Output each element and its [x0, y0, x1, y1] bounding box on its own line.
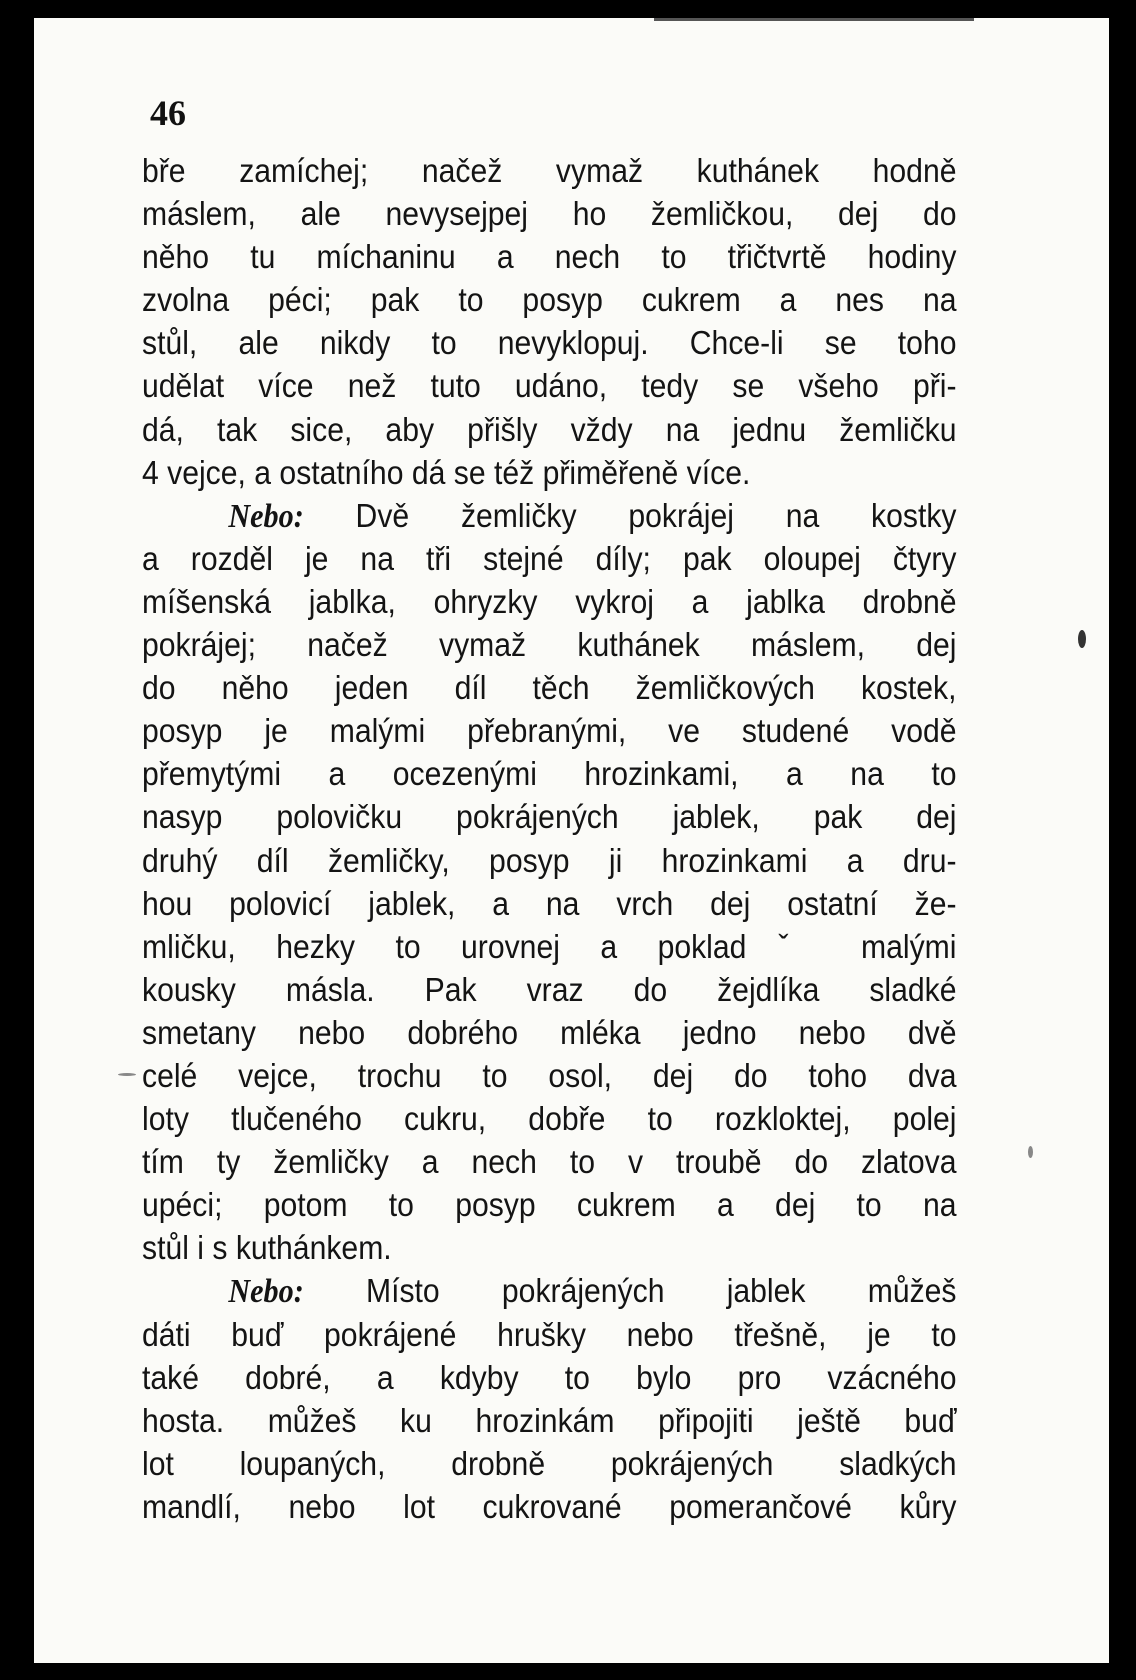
text-line: mandlí, nebo lot cukrované pomerančové kůry [142, 1488, 957, 1526]
text-line: míšenská jablka, ohryzky vykroj a jablka drobně [142, 583, 957, 621]
text-line: mličku, hezky to urovnej a pokladˇ malými [142, 928, 957, 966]
text-line: 4 vejce, a ostatního dá se též přiměřeně více. [142, 454, 751, 492]
text-line: pokrájej; načež vymaž kuthánek máslem, dej [142, 627, 957, 665]
text-line: Dvě žemličky pokrájej na kostky [355, 497, 957, 535]
text-line: dáti buď pokrájené hrušky nebo třešně, je to [142, 1316, 957, 1354]
text-line: bře zamíchej; načež vymaž kuthánek hodně [142, 153, 957, 190]
page-number: 46 [150, 93, 186, 133]
text-line: nasyp polovičku pokrájených jablek, pak dej [142, 799, 957, 837]
scan-speck [1078, 630, 1086, 648]
text-line: upéci; potom to posyp cukrem a dej to na [142, 1187, 957, 1225]
text-line: stůl i s kuthánkem. [142, 1230, 392, 1268]
paragraph-lead: Nebo: [228, 1273, 304, 1311]
text-line: něho tu míchaninu a nech to třičtvrtě hodiny [142, 239, 957, 277]
text-line: celé vejce, trochu to osol, dej do toho dva [142, 1057, 957, 1095]
text-line: stůl, ale nikdy to nevyklopuj. Chce-li se toho [142, 325, 957, 363]
text-line: zvolna péci; pak to posyp cukrem a nes na [142, 282, 957, 320]
paragraph-lead: Nebo: [228, 497, 304, 535]
text-line: smetany nebo dobrého mléka jedno nebo dvě [142, 1014, 957, 1052]
paragraph-first-line [142, 495, 957, 538]
page-top-edge [654, 18, 974, 21]
text-line: posyp je malými přebranými, ve studené vodě [142, 713, 957, 751]
text-line: a rozděl je na tři stejné díly; pak oloupej čtyry [142, 540, 957, 578]
text-line: tím ty žemličky a nech to v troubě do zlatova [142, 1144, 957, 1182]
text-line: lot loupaných, drobně pokrájených sladkých [142, 1445, 957, 1483]
text-line: také dobré, a kdyby to bylo pro vzácného [142, 1359, 957, 1397]
text-line: přemytými a ocezenými hrozinkami, a na to [142, 756, 957, 794]
paragraph-first-line [142, 1270, 957, 1313]
text-line: hosta. můžeš ku hrozinkám připojiti ještě buď [142, 1402, 957, 1440]
text-line: hou polovicí jablek, a na vrch dej ostatní že- [142, 885, 957, 923]
text-line: loty tlučeného cukru, dobře to rozkloktej, polej [142, 1101, 957, 1139]
body-text [142, 150, 957, 1529]
scan-speck [1028, 1146, 1033, 1158]
text-line: dá, tak sice, aby přišly vždy na jednu žemličku [142, 411, 957, 449]
text-line: do něho jeden díl těch žemličkových kostek, [142, 670, 957, 708]
scan-speck [118, 1073, 136, 1076]
text-line: Místo pokrájených jablek můžeš [365, 1273, 957, 1311]
text-line: druhý díl žemličky, posyp ji hrozinkami a dru- [142, 842, 957, 880]
text-line: udělat více než tuto udáno, tedy se všeho při- [142, 368, 957, 406]
text-line: kousky másla. Pak vraz do žejdlíka sladké [142, 971, 957, 1009]
text-line: máslem, ale nevysejpej ho žemličkou, dej do [142, 196, 957, 234]
